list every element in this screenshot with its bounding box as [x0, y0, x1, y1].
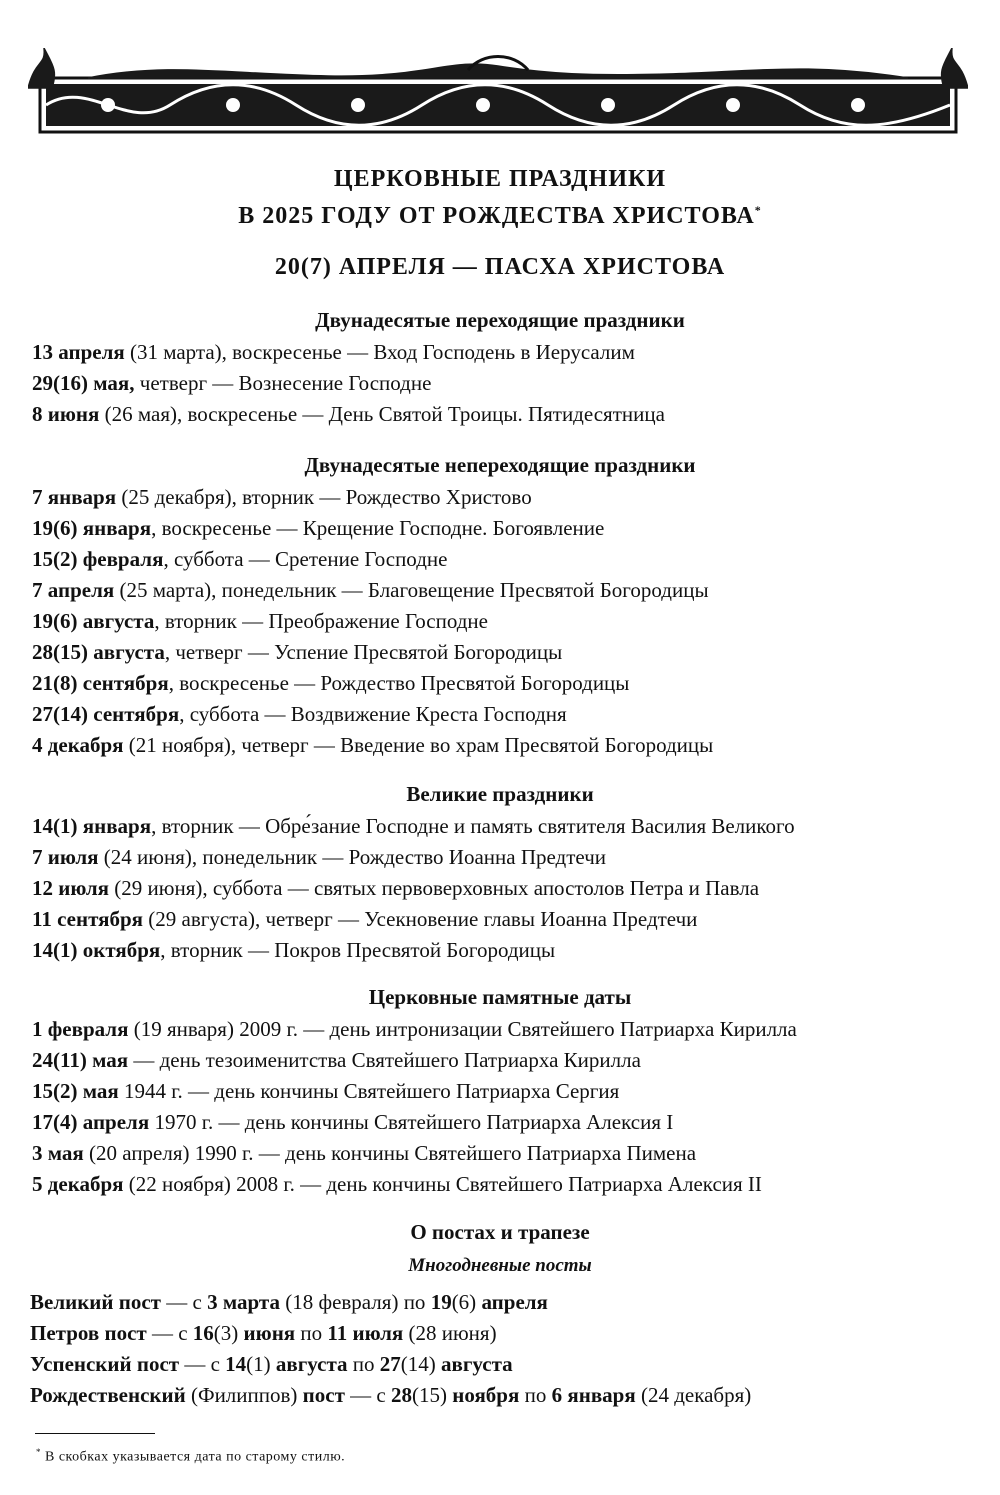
entry-text: (25 марта), понедельник — Благовещение Пресвятой Богородицы: [114, 578, 709, 602]
entry-date: 3 мая: [32, 1141, 84, 1165]
easter-date: 20(7) АПРЕЛЯ — ПАСХА ХРИСТОВА: [274, 254, 726, 280]
list-item: [32, 1107, 972, 1138]
section-list: [32, 482, 972, 761]
fast-item: [30, 1287, 970, 1318]
entry-date: 21(8) сентября: [32, 671, 169, 695]
fast-segment: Петров пост: [30, 1321, 147, 1345]
entry-date: 24(11) мая: [32, 1048, 129, 1072]
fast-segment: — с: [344, 1383, 391, 1407]
entry-text: (31 марта), воскресенье — Вход Господень в Иерусалим: [124, 340, 635, 364]
list-item: [32, 513, 972, 544]
entry-text: — день тезоименитства Святейшего Патриарха Кирилла: [128, 1048, 641, 1072]
list-item: [32, 668, 972, 699]
fast-segment: (14): [400, 1352, 442, 1376]
fast-segment: 19: [430, 1290, 452, 1314]
section-list: [32, 337, 972, 430]
list-item: [32, 1014, 972, 1045]
fast-segment: по: [295, 1321, 328, 1345]
fast-segment: Успенский пост: [30, 1352, 180, 1376]
entry-text: , вторник — Покров Пресвятой Богородицы: [160, 938, 556, 962]
list-item: [32, 482, 972, 513]
fast-segment: (6): [451, 1290, 482, 1314]
title-line-1: ЦЕРКОВНЫЕ ПРАЗДНИКИ: [333, 166, 667, 192]
entry-date: 5 декабря: [32, 1172, 124, 1196]
fast-segment: августа: [441, 1352, 513, 1376]
entry-date: 11 сентября: [32, 907, 144, 931]
fast-segment: 14: [225, 1352, 247, 1376]
list-item: [32, 1045, 972, 1076]
section-list: [32, 1014, 972, 1200]
entry-text: (29 августа), четверг — Усекновение главы Иоанна Предтечи: [143, 907, 698, 931]
fast-item: [30, 1318, 970, 1349]
entry-date: 28(15) августа: [32, 640, 165, 664]
fasts-heading: О постах и трапезе: [410, 1220, 590, 1244]
fast-segment: июня: [243, 1321, 296, 1345]
entry-text: (20 апреля) 1990 г. — день кончины Святейшего Патриарха Пимена: [83, 1141, 697, 1165]
entry-text: (21 ноября), четверг — Введение во храм Пресвятой Богородицы: [123, 733, 714, 757]
entry-text: , вторник — Преображение Господне: [154, 609, 488, 633]
list-item: [32, 337, 972, 368]
fast-segment: Рождественский: [30, 1383, 186, 1407]
list-item: [32, 544, 972, 575]
entry-date: 14(1) января: [32, 814, 152, 838]
section-heading: Великие праздники: [406, 782, 594, 806]
fast-segment: (Филиппов): [185, 1383, 303, 1407]
entry-text: , воскресенье — Крещение Господне. Богоявление: [151, 516, 605, 540]
entry-text: (25 декабря), вторник — Рождество Христово: [116, 485, 532, 509]
fast-segment: (18 февраля) по: [279, 1290, 431, 1314]
fast-segment: августа: [275, 1352, 348, 1376]
entry-date: 19(6) января: [32, 516, 152, 540]
entry-date: 13 апреля: [32, 340, 125, 364]
list-item: [32, 811, 972, 842]
fast-segment: пост: [302, 1383, 345, 1407]
entry-date: 7 апреля: [32, 578, 115, 602]
entry-date: 15(2) мая: [32, 1079, 119, 1103]
footnote: * В скобках указывается дата по старому стилю.: [36, 1447, 346, 1465]
fast-segment: Великий пост: [30, 1290, 161, 1314]
section-heading: Двунадесятые переходящие праздники: [315, 308, 685, 332]
list-item: [32, 699, 972, 730]
entry-text: 1944 г. — день кончины Святейшего Патриарха Сергия: [118, 1079, 620, 1103]
fast-segment: апреля: [481, 1290, 548, 1314]
fast-segment: 6 января: [551, 1383, 636, 1407]
entry-date: 17(4) апреля: [32, 1110, 150, 1134]
fast-segment: 16: [192, 1321, 214, 1345]
list-item: [32, 606, 972, 637]
fast-segment: 28: [391, 1383, 412, 1407]
entry-text: (26 мая), воскресенье — День Святой Троицы. Пятидесятница: [99, 402, 665, 426]
entry-text: , суббота — Сретение Господне: [163, 547, 448, 571]
entry-text: , четверг — Успение Пресвятой Богородицы: [164, 640, 563, 664]
list-item: [32, 368, 972, 399]
fasts-subheading: Многодневные посты: [408, 1255, 592, 1276]
entry-text: (29 июня), суббота — святых первоверховных апостолов Петра и Павла: [109, 876, 760, 900]
entry-date: 8 июня: [32, 402, 100, 426]
entry-date: 7 января: [32, 485, 117, 509]
entry-date: 19(6) августа: [32, 609, 155, 633]
fast-segment: (15): [412, 1383, 453, 1407]
fast-segment: ноября: [452, 1383, 520, 1407]
list-item: [32, 1169, 972, 1200]
entry-text: (24 июня), понедельник — Рождество Иоанна Предтечи: [98, 845, 606, 869]
fast-segment: — с: [161, 1290, 208, 1314]
title-line-2: В 2025 ГОДУ ОТ РОЖДЕСТВА ХРИСТОВА*: [238, 203, 762, 229]
list-item: [32, 1076, 972, 1107]
entry-date: 4 декабря: [32, 733, 124, 757]
fast-segment: (24 декабря): [635, 1383, 752, 1407]
entry-date: 27(14) сентября: [32, 702, 180, 726]
fast-segment: по: [519, 1383, 552, 1407]
list-item: [32, 730, 972, 761]
list-item: [32, 935, 972, 966]
fast-segment: 27: [379, 1352, 401, 1376]
entry-date: 7 июля: [32, 845, 99, 869]
fast-segment: 11 июля: [327, 1321, 404, 1345]
fast-item: [30, 1380, 970, 1411]
footnote-divider: [35, 1433, 155, 1434]
list-item: [32, 873, 972, 904]
fast-segment: 3 марта: [207, 1290, 280, 1314]
entry-text: четверг — Вознесение Господне: [134, 371, 432, 395]
fast-segment: — с: [179, 1352, 226, 1376]
entry-text: , суббота — Воздвижение Креста Господня: [179, 702, 567, 726]
fast-segment: (3): [213, 1321, 244, 1345]
list-item: [32, 399, 972, 430]
floral-ornament-icon: [28, 48, 968, 138]
section-list: [32, 811, 972, 966]
entry-date: 1 февраля: [32, 1017, 129, 1041]
list-item: [32, 575, 972, 606]
entry-date: 14(1) октября: [32, 938, 161, 962]
list-item: [32, 637, 972, 668]
section-heading: Церковные памятные даты: [368, 985, 632, 1009]
entry-text: (22 ноября) 2008 г. — день кончины Святейшего Патриарха Алексия II: [123, 1172, 762, 1196]
entry-date: 12 июля: [32, 876, 110, 900]
entry-text: 1970 г. — день кончины Святейшего Патриарха Алексия I: [149, 1110, 674, 1134]
fast-segment: (28 июня): [403, 1321, 497, 1345]
footnote-marker: *: [754, 203, 762, 217]
fast-item: [30, 1349, 970, 1380]
fast-segment: (1): [246, 1352, 276, 1376]
entry-text: (19 января) 2009 г. — день интронизации Святейшего Патриарха Кирилла: [128, 1017, 797, 1041]
section-heading: Двунадесятые непереходящие праздники: [304, 453, 696, 477]
fasts-list: [30, 1287, 970, 1411]
entry-date: 29(16) мая,: [32, 371, 135, 395]
list-item: [32, 1138, 972, 1169]
entry-date: 15(2) февраля: [32, 547, 164, 571]
entry-text: , вторник — Обре́зание Господне и память святителя Василия Великого: [151, 814, 795, 838]
fast-segment: — с: [146, 1321, 193, 1345]
footnote-mark: *: [36, 1447, 41, 1457]
fast-segment: по: [347, 1352, 380, 1376]
list-item: [32, 904, 972, 935]
list-item: [32, 842, 972, 873]
entry-text: , воскресенье — Рождество Пресвятой Богородицы: [168, 671, 630, 695]
